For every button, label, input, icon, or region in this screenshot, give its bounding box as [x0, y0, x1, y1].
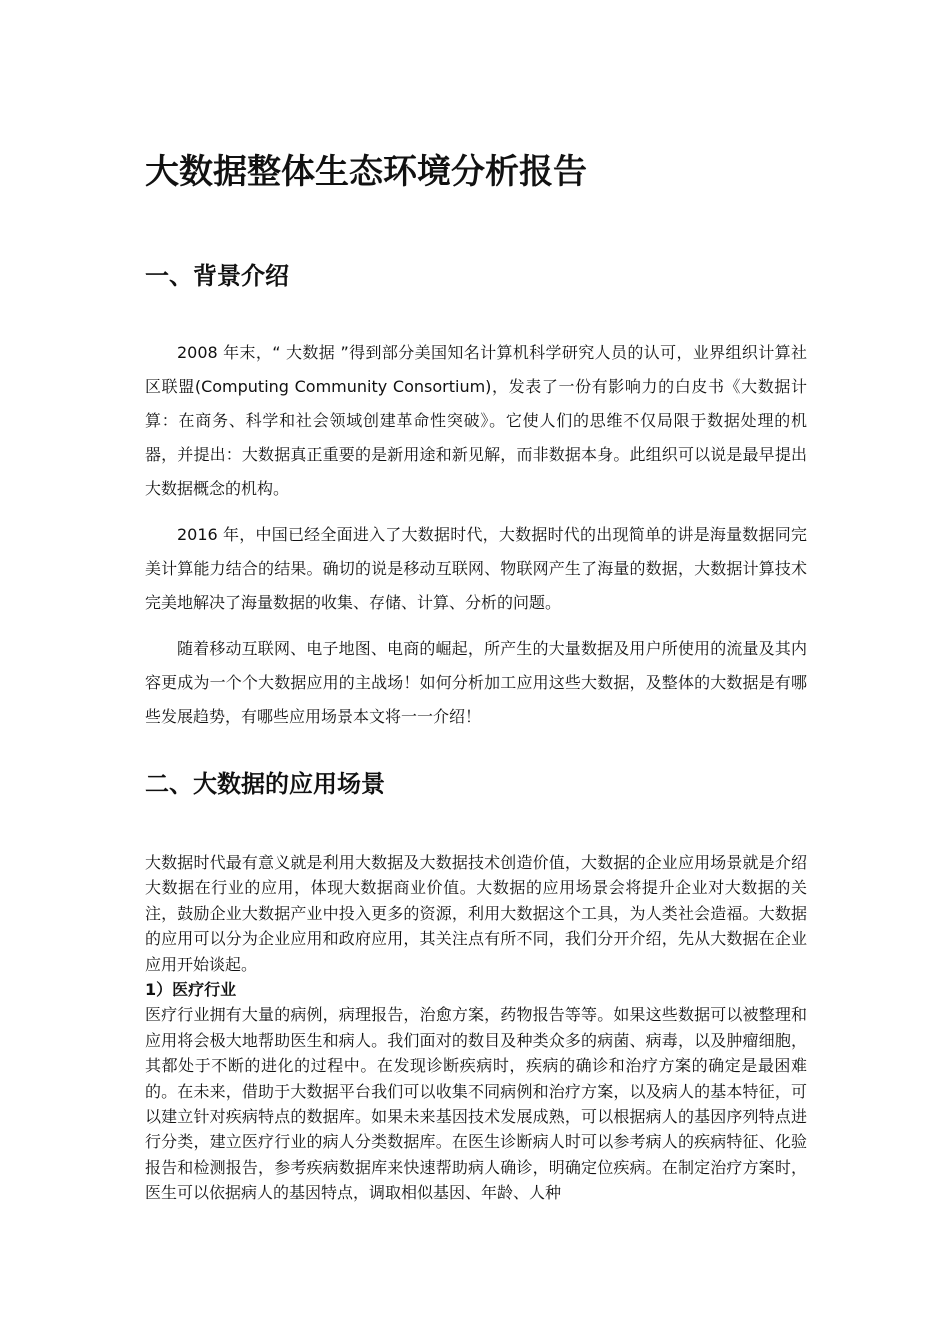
- section-heading-background: 一、背景介绍: [145, 262, 289, 290]
- section-heading-applications: 二、大数据的应用场景: [145, 770, 385, 798]
- applications-intro: 大数据时代最有意义就是利用大数据及大数据技术创造价值，大数据的企业应用场景就是介绍大数据在行业的应用，体现大数据商业价值。大数据的应用场景会将提升企业对大数据的关注，鼓励企业大数据产业中投入更多的资源，利用大数据这个工具，为人类社会造福。大数据的应用可以分为企业应用和政府应用，其关注点有所不同，我们分开介绍，先从大数据在企业应用开始谈起。: [145, 853, 807, 974]
- background-paragraphs: [145, 336, 807, 734]
- document-title: 大数据整体生态环境分析报告: [145, 152, 587, 192]
- paragraph: 随着移动互联网、电子地图、电商的崛起，所产生的大量数据及用户所使用的流量及其内容更成为一个个大数据应用的主战场！如何分析加工应用这些大数据，及整体的大数据是有哪些发展趋势，有哪些应用场景本文将一一介绍！: [145, 639, 807, 726]
- subsection-text-medical: 医疗行业拥有大量的病例，病理报告，治愈方案，药物报告等等。如果这些数据可以被整理和应用将会极大地帮助医生和病人。我们面对的数目及种类众多的病菌、病毒，以及肿瘤细胞，其都处于不断的进化的过程中。在发现诊断疾病时，疾病的确诊和治疗方案的确定是最困难的。在未来，借助于大数据平台我们可以收集不同病例和治疗方案，以及病人的基本特征，可以建立针对疾病特点的数据库。如果未来基因技术发展成熟，可以根据病人的基因序列特点进行分类，建立医疗行业的病人分类数据库。在医生诊断病人时可以参考病人的疾病特征、化验报告和检测报告，参考疾病数据库来快速帮助病人确诊，明确定位疾病。在制定治疗方案时，医生可以依据病人的基因特点，调取相似基因、年龄、人种: [145, 1005, 807, 1203]
- paragraph: 2008 年末，“ 大数据 ”得到部分美国知名计算机科学研究人员的认可，业界组织计算社区联盟(Computing Community Consortium)，发表了一份有影响力的白皮书《大数据计算：在商务、科学和社会领域创建革命性突破》。它使人们的思维不仅局限于数据处理的机器，并提出：大数据真正重要的是新用途和新见解，而非数据本身。此组织可以说是最早提出大数据概念的机构。: [145, 343, 807, 498]
- subsection-title-medical: 1）医疗行业: [145, 980, 237, 1000]
- paragraph: 2016 年，中国已经全面进入了大数据时代，大数据时代的出现简单的讲是海量数据同完美计算能力结合的结果。确切的说是移动互联网、物联网产生了海量的数据，大数据计算技术完美地解决了海量数据的收集、存储、计算、分析的问题。: [145, 525, 807, 612]
- applications-content: [145, 850, 807, 1206]
